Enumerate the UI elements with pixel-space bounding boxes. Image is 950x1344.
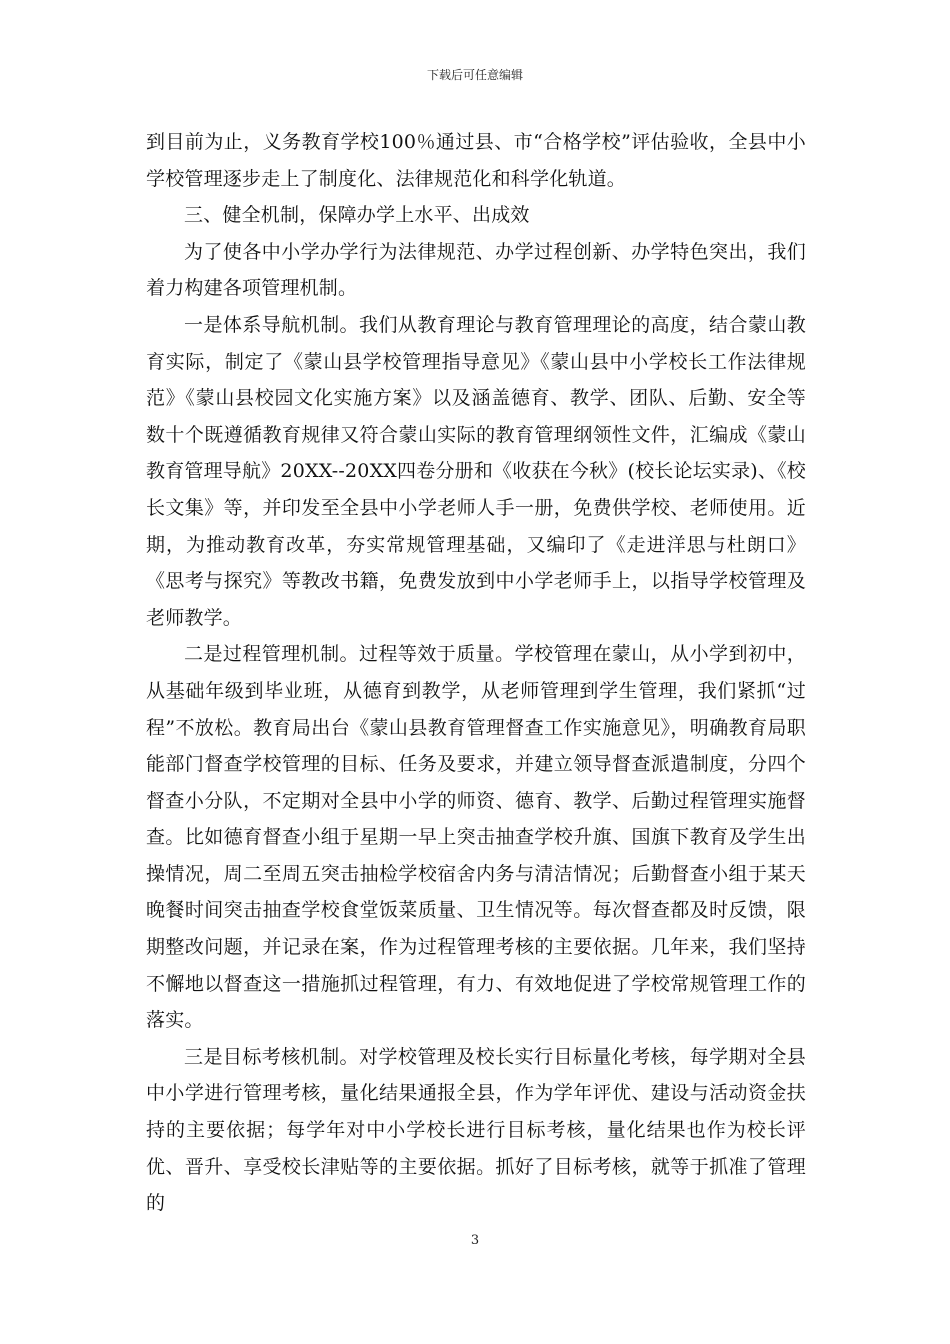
paragraph-target-assessment: 三是目标考核机制。对学校管理及校长实行目标量化考核，每学期对全县中小学进行管理考核，量化结果通报全县，作为学年评优、建设与活动资金扶持的主要依据；每学年对中小学校长进行目标考核，量化结果也作为校长评优、晋升、享受校长津贴等的主要依据。抓好了目标考核，就等于抓准了管理的 (146, 1045, 806, 1215)
paragraph-continuation: 到目前为止，义务教育学校100％通过县、市“合格学校”评估验收，全县中小学校管理逐步走上了制度化、法律规范化和科学化轨道。 (146, 131, 806, 190)
page-number: 3 (470, 1233, 480, 1248)
document-body (146, 124, 806, 1222)
paragraph-system-navigation: 一是体系导航机制。我们从教育理论与教育管理理论的高度，结合蒙山教育实际，制定了《蒙山县学校管理指导意见》《蒙山县中小学校长工作法律规范》《蒙山县校园文化实施方案》以及涵盖德育、教学、团队、后勤、安全等数十个既遵循教育规律又符合蒙山实际的教育管理纲领性文件，汇编成《蒙山教育管理导航》20XX--20XX四卷分册和《收获在今秋》(校长论坛实录)、《校长文集》等，并印发至全县中小学老师人手一册，免费供学校、老师使用。近期，为推动教育改革，夯实常规管理基础，又编印了《走进洋思与杜朗口》《思考与探究》等教改书籍，免费发放到中小学老师手上，以指导学校管理及老师教学。 (146, 313, 806, 629)
section-heading: 三、健全机制，保障办学上水平、出成效 (184, 204, 530, 227)
paragraph-intro: 为了使各中小学办学行为法律规范、办学过程创新、办学特色突出，我们着力构建各项管理机制。 (146, 240, 806, 300)
paragraph-process-management: 二是过程管理机制。过程等效于质量。学校管理在蒙山，从小学到初中，从基础年级到毕业班，从德育到教学，从老师管理到学生管理，我们紧抓“过程”不放松。教育局出台《蒙山县教育管理督查工作实施意见》，明确教育局职能部门督查学校管理的目标、任务及要求，并建立领导督查派遣制度，分四个督查小分队，不定期对全县中小学的师资、德育、教学、后勤过程管理实施督查。比如德育督查小组于星期一早上突击抽查学校升旗、国旗下教育及学生出操情况，周二至周五突击抽检学校宿舍内务与清洁情况；后勤督查小组于某天晚餐时间突击抽查学校食堂饭菜质量、卫生情况等。每次督查都及时反馈，限期整改问题，并记录在案，作为过程管理考核的主要依据。几年来，我们坚持不懈地以督查这一措施抓过程管理，有力、有效地促进了学校常规管理工作的落实。 (146, 643, 806, 1032)
page-header-note: 下载后可任意编辑 (426, 68, 523, 82)
